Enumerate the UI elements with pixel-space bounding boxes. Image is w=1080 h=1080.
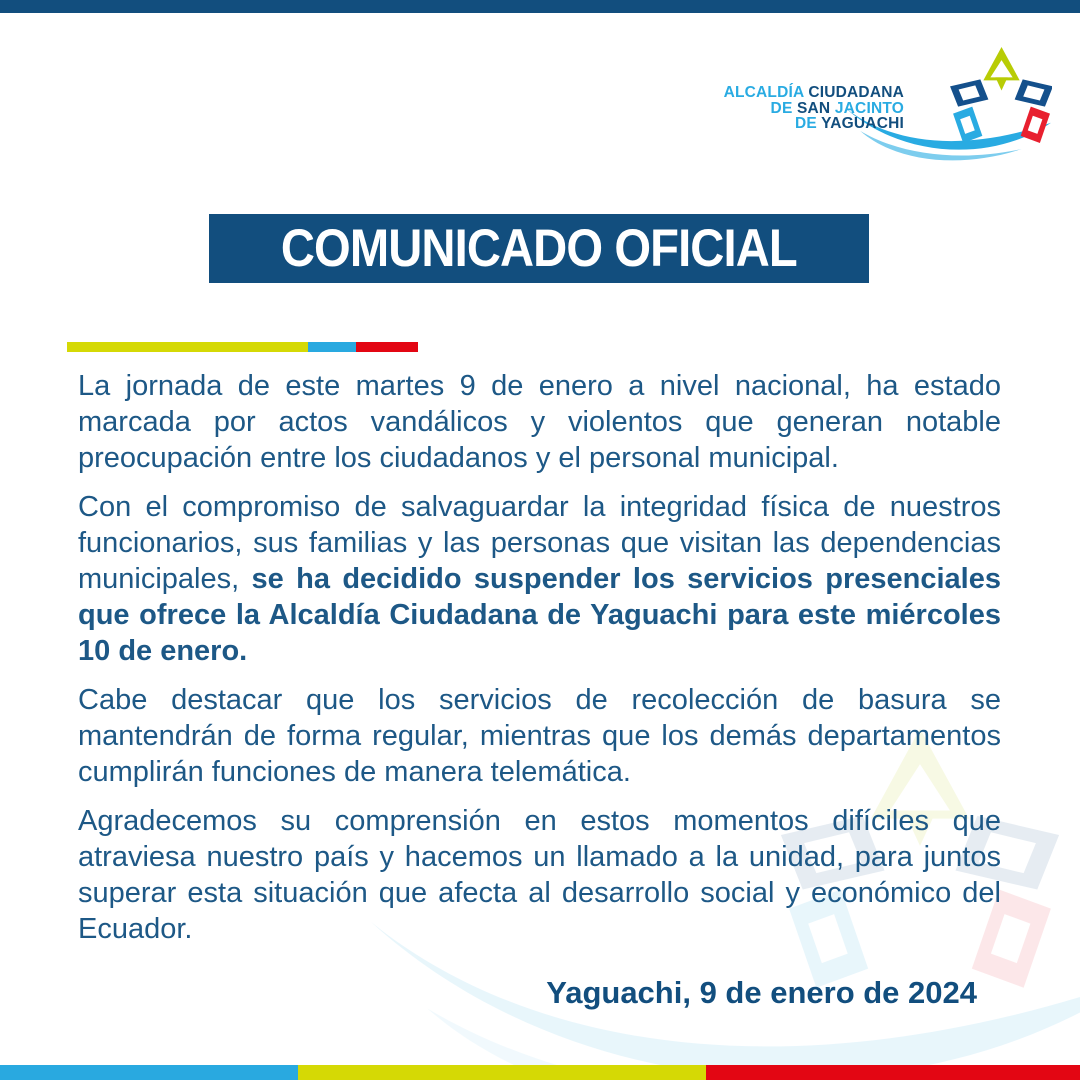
bottom-stripe-yellow xyxy=(298,1065,706,1080)
date-line: Yaguachi, 9 de enero de 2024 xyxy=(546,975,977,1010)
announcement-body xyxy=(78,368,1001,960)
logo-line-2: DE SAN JACINTO xyxy=(770,99,904,117)
paragraph-3: Cabe destacar que los servicios de recolección de basura se mantendrán de forma regular, mientras que los demás departamentos cumplirán funciones de manera telemática. xyxy=(78,684,1001,788)
paragraph-2-bold: se ha decidido suspender los servicios presenciales que ofrece la Alcaldía Ciudadana de Yaguachi para este miércoles 10 de enero. xyxy=(78,563,1001,667)
title-banner xyxy=(209,214,869,283)
page-title: COMUNICADO OFICIAL xyxy=(281,219,797,278)
tricolor-divider xyxy=(67,342,418,352)
municipality-logo-wordmark xyxy=(724,85,904,132)
bottom-stripe-red xyxy=(706,1065,1080,1080)
logo-line-1: ALCALDÍA CIUDADANA xyxy=(723,84,904,101)
paragraph-2-regular: Con el compromiso de salvaguardar la integridad física de nuestros funcionarios, sus familias y las personas que visitan las dependencias municipales, xyxy=(78,491,1001,595)
divider-red-segment xyxy=(356,342,418,352)
paragraph-2 xyxy=(78,489,1001,669)
divider-yellow-segment xyxy=(67,342,308,352)
bottom-accent-stripes xyxy=(0,1065,1080,1080)
logo-line-3: DE YAGUACHI xyxy=(794,115,904,132)
paragraph-4: Agradecemos su comprensión en estos momentos difíciles que atraviesa nuestro país y hacemos un llamado a la unidad, para juntos superar esta situación que afecta al desarrollo social y económico del Ecuador. xyxy=(78,805,1001,945)
paragraph-1: La jornada de este martes 9 de enero a nivel nacional, ha estado marcada por actos vandálicos y violentos que generan notable preocupación entre los ciudadanos y el personal municipal. xyxy=(78,370,1001,474)
top-accent-stripe xyxy=(0,0,1080,13)
divider-blue-segment xyxy=(308,342,356,352)
bottom-stripe-blue xyxy=(0,1065,298,1080)
